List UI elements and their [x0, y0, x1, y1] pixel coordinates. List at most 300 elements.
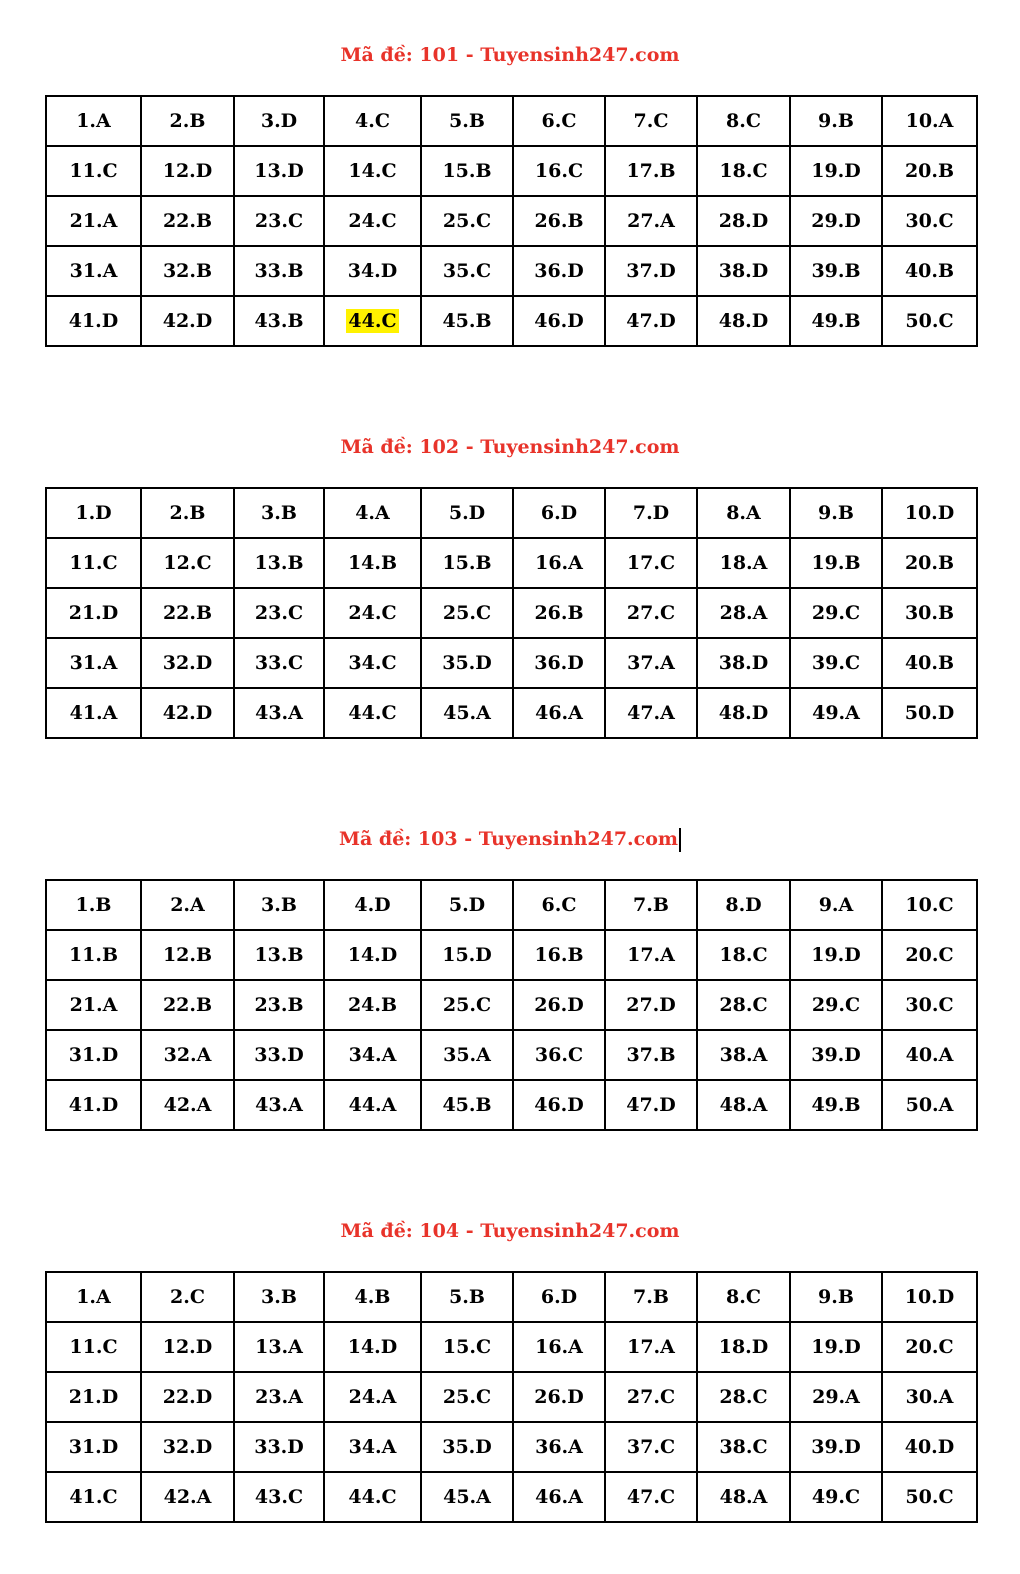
answer-cell	[882, 588, 977, 638]
answer-cell	[324, 1422, 421, 1472]
answer-cell	[790, 1472, 882, 1522]
answer-cell	[513, 488, 605, 538]
answer-text: 42.D	[162, 310, 213, 332]
answer-text: 49.C	[811, 1486, 861, 1508]
answer-cell	[513, 930, 605, 980]
answer-cell	[234, 930, 324, 980]
answer-table	[45, 95, 978, 347]
answer-text: 6.C	[541, 894, 577, 916]
answer-text: 23.C	[254, 210, 304, 232]
answer-cell	[513, 638, 605, 688]
answer-cell	[697, 296, 790, 346]
answer-text: 40.B	[904, 652, 955, 674]
answer-cell	[46, 1272, 141, 1322]
answer-text: 27.A	[627, 210, 675, 232]
answer-cell	[234, 488, 324, 538]
answer-cell	[697, 246, 790, 296]
answer-cell	[46, 638, 141, 688]
answer-text: 28.D	[718, 210, 769, 232]
answer-text: 32.D	[162, 652, 213, 674]
answer-cell	[697, 96, 790, 146]
section-title: Mã đề: 101 - Tuyensinh247.com	[340, 44, 680, 66]
answer-text: 35.A	[443, 1044, 491, 1066]
answer-cell	[790, 1422, 882, 1472]
answer-cell	[605, 146, 697, 196]
answer-cell	[605, 1030, 697, 1080]
answer-text: 16.C	[534, 160, 584, 182]
answer-text: 41.D	[68, 310, 119, 332]
answer-text: 12.D	[162, 160, 213, 182]
answer-text: 46.D	[534, 1094, 584, 1116]
answer-text: 14.D	[347, 1336, 398, 1358]
answer-cell	[234, 96, 324, 146]
answer-cell	[46, 96, 141, 146]
answer-cell	[605, 1272, 697, 1322]
answer-text: 16.A	[535, 1336, 583, 1358]
answer-cell	[605, 96, 697, 146]
answer-cell	[697, 980, 790, 1030]
answer-cell	[421, 146, 513, 196]
answer-cell	[141, 1372, 234, 1422]
answer-text: 49.B	[811, 310, 861, 332]
answer-text: 19.D	[811, 944, 861, 966]
answer-cell	[790, 96, 882, 146]
answer-cell	[605, 296, 697, 346]
answer-table	[45, 879, 978, 1131]
answer-text: 5.B	[449, 110, 485, 132]
answer-cell	[513, 1030, 605, 1080]
answer-text: 6.C	[541, 110, 577, 132]
answer-cell	[697, 1030, 790, 1080]
answer-cell	[46, 1472, 141, 1522]
answer-text: 3.B	[261, 502, 297, 524]
answer-cell	[605, 930, 697, 980]
answer-text: 41.C	[69, 1486, 118, 1508]
answer-cell	[882, 296, 977, 346]
answer-cell	[324, 1272, 421, 1322]
table-row	[46, 1322, 977, 1372]
answer-text: 25.C	[442, 602, 492, 624]
answer-text: 14.D	[347, 944, 398, 966]
answer-cell	[141, 1030, 234, 1080]
answer-text: 3.B	[261, 1286, 297, 1308]
answer-text: 4.D	[354, 894, 391, 916]
answer-cell	[790, 488, 882, 538]
answer-cell	[882, 638, 977, 688]
answer-text: 34.A	[348, 1044, 397, 1066]
table-row	[46, 688, 977, 738]
answer-text: 35.D	[442, 652, 492, 674]
answer-text: 12.C	[163, 552, 212, 574]
answer-text: 32.A	[163, 1044, 212, 1066]
answer-text: 2.A	[170, 894, 205, 916]
answer-cell	[234, 638, 324, 688]
answer-text: 40.A	[905, 1044, 954, 1066]
answer-text: 30.A	[905, 1386, 954, 1408]
answer-cell	[141, 588, 234, 638]
answer-cell	[605, 196, 697, 246]
answer-cell	[46, 1080, 141, 1130]
answer-cell	[234, 146, 324, 196]
answer-text: 43.A	[255, 1094, 303, 1116]
answer-text: 26.B	[534, 210, 584, 232]
answer-text: 7.C	[633, 110, 669, 132]
answer-text: 21.A	[69, 994, 118, 1016]
answer-text: 37.C	[626, 1436, 676, 1458]
answer-text: 26.D	[534, 994, 584, 1016]
answer-cell	[324, 1030, 421, 1080]
answer-text: 42.A	[163, 1094, 212, 1116]
answer-cell	[46, 146, 141, 196]
answer-cell	[882, 1080, 977, 1130]
answer-cell	[141, 688, 234, 738]
answer-cell	[790, 146, 882, 196]
answer-cell	[324, 588, 421, 638]
answer-text: 45.A	[443, 1486, 491, 1508]
answer-cell	[234, 538, 324, 588]
answer-text: 48.D	[718, 310, 769, 332]
answer-text: 30.B	[904, 602, 955, 624]
answer-cell	[882, 488, 977, 538]
answer-text: 28.C	[719, 1386, 768, 1408]
answer-cell	[421, 96, 513, 146]
table-row	[46, 638, 977, 688]
answer-cell	[141, 980, 234, 1030]
answer-text: 20.B	[904, 552, 955, 574]
answer-cell	[234, 246, 324, 296]
answer-cell	[421, 1422, 513, 1472]
answer-text: 29.D	[811, 210, 861, 232]
answer-text: 5.D	[448, 894, 486, 916]
table-row	[46, 538, 977, 588]
answer-text: 41.D	[68, 1094, 119, 1116]
table-row	[46, 146, 977, 196]
answer-cell	[141, 930, 234, 980]
answer-text: 1.D	[75, 502, 112, 524]
answer-cell	[513, 196, 605, 246]
answer-cell	[882, 1472, 977, 1522]
table-row	[46, 880, 977, 930]
answer-text: 41.A	[69, 702, 118, 724]
answer-text: 24.C	[348, 210, 397, 232]
text-cursor	[679, 828, 681, 852]
answer-cell	[421, 1322, 513, 1372]
answer-cell	[46, 980, 141, 1030]
answer-text: 39.B	[811, 260, 861, 282]
answer-text: 34.C	[348, 652, 397, 674]
answer-cell	[790, 196, 882, 246]
answer-text: 48.A	[719, 1094, 768, 1116]
answer-text: 45.A	[443, 702, 491, 724]
answer-text: 43.A	[255, 702, 303, 724]
answer-cell	[790, 1372, 882, 1422]
answer-cell	[605, 538, 697, 588]
answer-text: 29.C	[811, 602, 861, 624]
answer-cell	[882, 930, 977, 980]
answer-cell	[697, 196, 790, 246]
answer-text: 28.A	[719, 602, 768, 624]
answer-text: 29.C	[811, 994, 861, 1016]
answer-text: 34.D	[347, 260, 398, 282]
answer-text: 13.D	[254, 160, 304, 182]
answer-text: 30.C	[905, 210, 954, 232]
answer-text: 4.C	[355, 110, 390, 132]
answer-text: 39.C	[811, 652, 861, 674]
answer-cell	[46, 196, 141, 246]
answer-cell	[421, 880, 513, 930]
answer-text: 45.B	[442, 310, 492, 332]
answer-text: 9.B	[818, 1286, 854, 1308]
answer-text: 33.D	[254, 1044, 304, 1066]
answer-text: 10.D	[904, 502, 955, 524]
answer-text: 4.A	[355, 502, 390, 524]
answer-text: 8.A	[726, 502, 761, 524]
answer-cell	[46, 688, 141, 738]
answer-text: 35.C	[442, 260, 492, 282]
answer-cell	[46, 1322, 141, 1372]
answer-text: 22.B	[162, 602, 213, 624]
answer-cell	[697, 146, 790, 196]
answer-text: 39.D	[811, 1436, 861, 1458]
answer-cell	[46, 296, 141, 346]
answer-cell	[605, 688, 697, 738]
answer-text: 9.B	[818, 502, 854, 524]
table-row	[46, 196, 977, 246]
answer-cell	[324, 1080, 421, 1130]
answer-text: 32.B	[162, 260, 213, 282]
answer-cell	[421, 688, 513, 738]
answer-cell	[790, 930, 882, 980]
answer-text: 44.C	[348, 702, 397, 724]
answer-cell	[882, 246, 977, 296]
table-row	[46, 246, 977, 296]
answer-cell	[46, 880, 141, 930]
answer-text: 18.C	[719, 944, 768, 966]
answer-cell	[513, 1372, 605, 1422]
answer-text: 27.C	[626, 602, 676, 624]
answer-cell	[141, 1272, 234, 1322]
answer-cell	[421, 296, 513, 346]
answer-cell	[882, 196, 977, 246]
answer-cell	[605, 1372, 697, 1422]
answer-cell	[697, 1372, 790, 1422]
answer-text: 27.D	[626, 994, 676, 1016]
answer-cell	[421, 638, 513, 688]
answer-cell	[324, 296, 421, 346]
answer-cell	[234, 296, 324, 346]
answer-cell	[513, 588, 605, 638]
answer-cell	[141, 880, 234, 930]
answer-cell	[141, 638, 234, 688]
answer-cell	[234, 1372, 324, 1422]
answer-cell	[234, 980, 324, 1030]
answer-text: 23.B	[254, 994, 304, 1016]
answer-cell	[790, 1272, 882, 1322]
answer-text: 38.A	[719, 1044, 768, 1066]
answer-cell	[46, 538, 141, 588]
answer-text: 20.C	[905, 944, 954, 966]
answer-cell	[605, 1322, 697, 1372]
section-title-text: Mã đề: 103 - Tuyensinh247.com	[338, 828, 679, 850]
answer-text: 8.C	[726, 110, 761, 132]
answer-text: 21.D	[68, 1386, 119, 1408]
answer-cell	[513, 1322, 605, 1372]
answer-text: 38.D	[718, 652, 769, 674]
answer-text: 19.D	[811, 1336, 861, 1358]
answer-text: 32.D	[162, 1436, 213, 1458]
answer-text: 47.D	[626, 1094, 676, 1116]
answer-cell	[605, 880, 697, 930]
answer-text: 44.A	[348, 1094, 397, 1116]
answer-text: 14.B	[347, 552, 398, 574]
answer-cell	[790, 1030, 882, 1080]
answer-cell	[697, 1422, 790, 1472]
answer-cell	[234, 1472, 324, 1522]
answer-text: 7.D	[632, 502, 670, 524]
answer-text: 9.B	[818, 110, 854, 132]
answer-cell	[605, 1472, 697, 1522]
answer-text: 40.D	[904, 1436, 955, 1458]
answer-text: 7.B	[633, 894, 669, 916]
answer-cell	[324, 930, 421, 980]
answer-text: 14.C	[348, 160, 397, 182]
answer-text: 31.D	[68, 1044, 119, 1066]
answer-cell	[790, 538, 882, 588]
answer-text: 35.D	[442, 1436, 492, 1458]
answer-cell	[513, 146, 605, 196]
answer-cell	[697, 1080, 790, 1130]
answer-text: 46.A	[535, 1486, 583, 1508]
answer-cell	[421, 488, 513, 538]
answer-cell	[421, 1030, 513, 1080]
answer-cell	[605, 638, 697, 688]
answer-text: 1.A	[76, 1286, 111, 1308]
answer-cell	[141, 1322, 234, 1372]
answer-cell	[421, 1472, 513, 1522]
answer-text: 47.D	[626, 310, 676, 332]
answer-cell	[46, 930, 141, 980]
answer-text: 16.A	[535, 552, 583, 574]
answer-cell	[234, 1272, 324, 1322]
answer-text: 20.B	[904, 160, 955, 182]
answer-cell	[790, 688, 882, 738]
answer-text: 22.B	[162, 210, 213, 232]
answer-cell	[605, 980, 697, 1030]
answer-text: 43.C	[254, 1486, 304, 1508]
answer-cell	[141, 246, 234, 296]
answer-text: 3.B	[261, 894, 297, 916]
answer-text: 33.B	[254, 260, 304, 282]
answer-text: 24.C	[348, 602, 397, 624]
answer-cell	[46, 246, 141, 296]
answer-cell	[324, 1372, 421, 1422]
answer-text: 47.C	[626, 1486, 676, 1508]
answer-text: 9.A	[818, 894, 854, 916]
answer-cell	[324, 96, 421, 146]
answer-cell	[46, 1372, 141, 1422]
answer-text: 17.A	[627, 944, 675, 966]
answer-cell	[513, 1080, 605, 1130]
table-row	[46, 296, 977, 346]
answer-cell	[882, 1272, 977, 1322]
answer-cell	[421, 246, 513, 296]
answer-text: 25.C	[442, 1386, 492, 1408]
answer-cell	[513, 880, 605, 930]
table-row	[46, 96, 977, 146]
answer-cell	[324, 246, 421, 296]
answer-text: 40.B	[904, 260, 955, 282]
answer-cell	[141, 196, 234, 246]
answer-cell	[324, 488, 421, 538]
answer-text: 15.B	[442, 552, 492, 574]
table-row	[46, 1472, 977, 1522]
answer-cell	[513, 1472, 605, 1522]
answer-text: 47.A	[627, 702, 675, 724]
answer-text: 36.C	[534, 1044, 584, 1066]
answer-text: 11.C	[69, 552, 118, 574]
answer-text: 28.C	[719, 994, 768, 1016]
answer-cell	[141, 96, 234, 146]
answer-text: 26.B	[534, 602, 584, 624]
answer-text: 27.C	[626, 1386, 676, 1408]
section-title: Mã đề: 104 - Tuyensinh247.com	[340, 1220, 680, 1242]
table-row	[46, 1372, 977, 1422]
answer-cell	[141, 538, 234, 588]
answer-text: 49.B	[811, 1094, 861, 1116]
answer-text: 36.D	[534, 260, 584, 282]
answer-text: 13.A	[255, 1336, 303, 1358]
answer-cell	[697, 1322, 790, 1372]
answer-cell	[697, 538, 790, 588]
answer-text: 10.D	[904, 1286, 955, 1308]
answer-cell	[790, 246, 882, 296]
answer-text: 10.C	[905, 894, 954, 916]
answer-text: 7.B	[633, 1286, 669, 1308]
answer-cell	[141, 1422, 234, 1472]
answer-text: 50.C	[905, 1486, 954, 1508]
answer-cell	[513, 246, 605, 296]
answer-cell	[141, 488, 234, 538]
answer-text: 15.B	[442, 160, 492, 182]
answer-cell	[141, 296, 234, 346]
answer-text: 6.D	[540, 502, 578, 524]
answer-text: 23.C	[254, 602, 304, 624]
answer-cell	[882, 980, 977, 1030]
answer-text: 29.A	[812, 1386, 860, 1408]
answer-text: 42.A	[163, 1486, 212, 1508]
answer-cell	[46, 488, 141, 538]
answer-text: 39.D	[811, 1044, 861, 1066]
table-row	[46, 488, 977, 538]
answer-text: 36.A	[535, 1436, 583, 1458]
answer-cell	[882, 688, 977, 738]
answer-cell	[324, 146, 421, 196]
answer-text: 16.B	[534, 944, 584, 966]
answer-text: 10.A	[905, 110, 954, 132]
answer-text: 21.A	[69, 210, 118, 232]
answer-cell	[234, 1030, 324, 1080]
answer-cell	[790, 588, 882, 638]
answer-text: 11.C	[69, 1336, 118, 1358]
answer-text: 22.D	[162, 1386, 213, 1408]
answer-cell	[324, 538, 421, 588]
table-row	[46, 1080, 977, 1130]
answer-cell	[324, 1472, 421, 1522]
answer-cell	[46, 588, 141, 638]
answer-cell	[790, 980, 882, 1030]
answer-cell	[46, 1422, 141, 1472]
answer-cell	[234, 880, 324, 930]
